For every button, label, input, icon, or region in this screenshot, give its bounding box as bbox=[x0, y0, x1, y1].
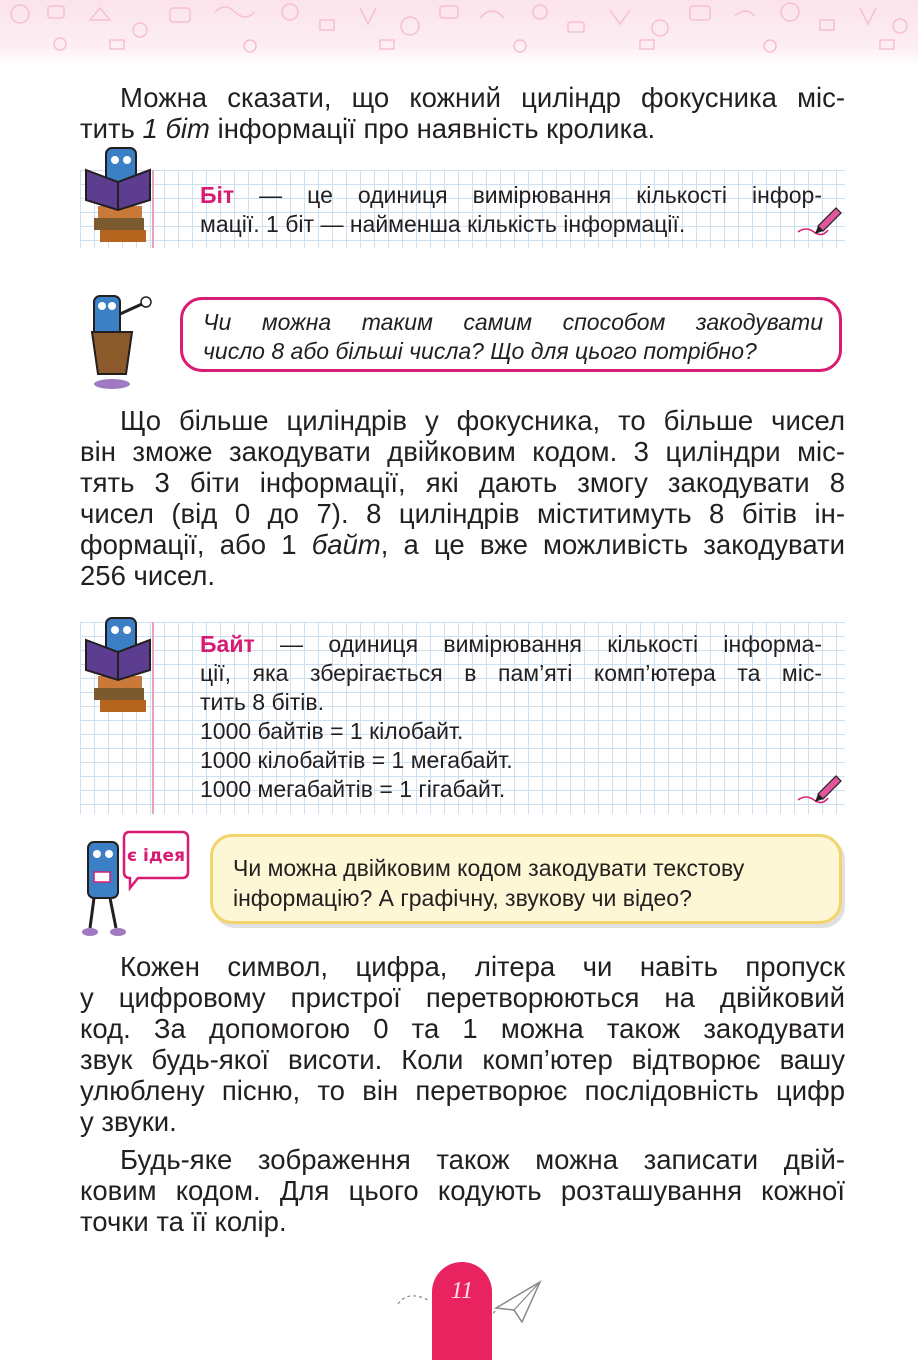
text-line: він зможе закодувати двійковим кодом. 3 циліндри міс- bbox=[80, 436, 845, 467]
idea-badge: є ідея bbox=[127, 846, 185, 866]
text-line: улюблену пісню, то він перетворює послідовність цифр bbox=[80, 1075, 845, 1106]
marker-pen-icon bbox=[796, 200, 842, 236]
definition-line: ції, яка зберігається в пам’яті комп’ютера та міс- bbox=[200, 660, 822, 686]
text-line: формації, або 1 байт, а це вже можливість закодувати bbox=[80, 529, 845, 560]
text-line: 256 чисел. bbox=[80, 560, 216, 591]
idea-line: інформацію? А графічну, звукову чи відео? bbox=[233, 885, 692, 911]
text-line: тять 3 біти інформації, які дають змогу закодувати 8 bbox=[80, 467, 845, 498]
paragraph-image-coding bbox=[80, 1144, 845, 1237]
text-line: Можна сказати, що кожний циліндр фокусника міс- bbox=[120, 82, 845, 113]
phone-reading-book-icon bbox=[78, 146, 158, 250]
text-line: Що більше циліндрів у фокусника, то більше чисел bbox=[120, 405, 845, 436]
byte-equation: 1000 кілобайтів = 1 мегабайт. bbox=[200, 747, 513, 773]
question-bubble bbox=[180, 297, 842, 372]
idea-text bbox=[233, 853, 833, 913]
question-line: число 8 або більші числа? Що для цього потрібно? bbox=[203, 338, 757, 364]
paragraph-magician-bit bbox=[80, 82, 845, 144]
header-pattern-band bbox=[0, 0, 918, 66]
definition-line: Байт — одиниця вимірювання кількості інформа- bbox=[200, 631, 822, 657]
idea-line: Чи можна двійковим кодом закодувати текстову bbox=[233, 855, 745, 881]
marker-pen-icon bbox=[796, 768, 842, 804]
term-bit: Біт bbox=[200, 182, 235, 208]
question-text bbox=[203, 308, 823, 366]
byte-equation: 1000 мегабайтів = 1 гігабайт. bbox=[200, 776, 506, 802]
page-number-tab bbox=[432, 1262, 492, 1360]
definition-text-byte bbox=[200, 630, 822, 804]
text-line: звук будь-якої висоти. Коли комп’ютер відтворює вашу bbox=[80, 1044, 845, 1075]
term-byte: Байт bbox=[200, 631, 255, 657]
phone-idea-icon bbox=[80, 828, 190, 940]
byte-equation: 1000 байтів = 1 кілобайт. bbox=[200, 718, 464, 744]
doodle-pattern-icon bbox=[0, 0, 918, 66]
text-line: ковим кодом. Для цього кодують розташування кожної bbox=[80, 1175, 845, 1206]
text-line: точки та її колір. bbox=[80, 1206, 287, 1237]
text-line: код. За допомогою 0 та 1 можна також закодувати bbox=[80, 1013, 845, 1044]
page-number: 11 bbox=[450, 1278, 474, 1304]
paragraph-more-cylinders bbox=[80, 405, 845, 591]
text-line: Будь-яке зображення також можна записати двій- bbox=[120, 1144, 845, 1175]
text-line: тить 1 біт інформації про наявність кролика. bbox=[80, 113, 656, 144]
definition-text-bit bbox=[200, 181, 822, 239]
definition-line: Біт — це одиниця вимірювання кількості інфор- bbox=[200, 182, 822, 208]
text-line: Кожен символ, цифра, літера чи навіть пропуск bbox=[120, 951, 845, 982]
definition-box-bit bbox=[80, 170, 845, 248]
text-line: чисел (від 0 до 7). 8 циліндрів міститимуть 8 бітів ін- bbox=[80, 498, 845, 529]
definition-line: тить 8 бітів. bbox=[200, 689, 325, 715]
paragraph-every-symbol bbox=[80, 951, 845, 1137]
idea-bubble bbox=[210, 834, 842, 924]
phone-reading-book-icon bbox=[78, 616, 158, 720]
definition-box-byte bbox=[80, 622, 845, 814]
definition-line: мації. 1 біт — найменша кількість інформації. bbox=[200, 211, 686, 237]
phone-at-podium-icon bbox=[80, 290, 160, 394]
text-line: у цифровому пристрої перетворюються на двійковий bbox=[80, 982, 845, 1013]
question-line: Чи можна таким самим способом закодувати bbox=[203, 309, 823, 335]
text-line: у звуки. bbox=[80, 1106, 177, 1137]
